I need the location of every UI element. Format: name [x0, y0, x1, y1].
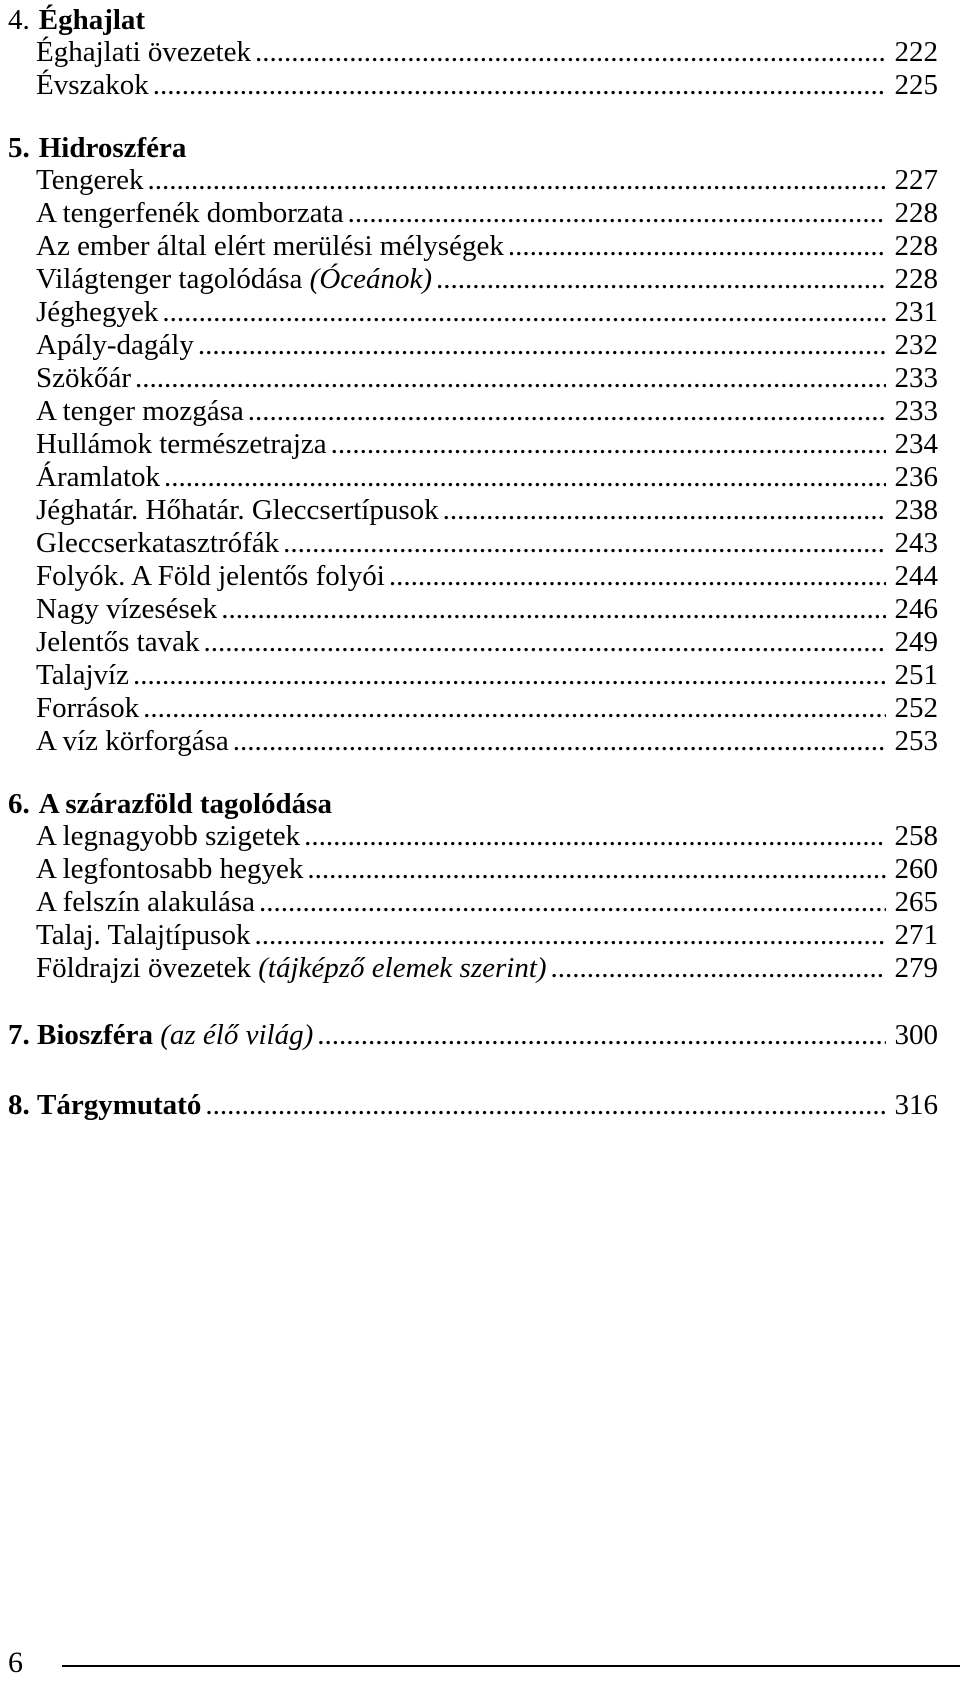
dot-leader: [307, 853, 886, 886]
dot-leader: [317, 1015, 886, 1055]
entry-label: Szökőár: [36, 362, 132, 394]
toc-entry[interactable]: [8, 36, 938, 69]
entry-page: 231: [894, 296, 938, 328]
entry-page: 316: [894, 1089, 938, 1121]
entry-page: 265: [894, 886, 938, 918]
section-note: (az élő világ): [160, 1019, 314, 1051]
entry-label: [36, 952, 547, 985]
entry-page: 228: [894, 230, 938, 262]
dot-leader: [233, 725, 886, 758]
section-title: Bioszféra: [37, 1019, 153, 1051]
entry-label: A felszín alakulása: [36, 886, 256, 918]
entry-label: Tengerek: [36, 164, 144, 196]
toc-entry[interactable]: [8, 494, 938, 527]
entry-page: 243: [894, 527, 938, 559]
section-title: Tárgymutató: [37, 1089, 202, 1121]
entry-page: 233: [894, 362, 938, 394]
footer-rule: [62, 1665, 960, 1667]
dot-leader: [254, 919, 886, 952]
entry-label: Éghajlati övezetek: [36, 36, 251, 68]
entry-page: 279: [894, 952, 938, 984]
entry-page: 300: [894, 1019, 938, 1051]
entry-page: 251: [894, 659, 938, 691]
entry-label: Jelentős tavak: [36, 626, 200, 658]
dot-leader: [162, 296, 886, 329]
entry-label: Talajvíz: [36, 659, 129, 691]
entry-label: [36, 263, 432, 296]
section-number: 8.: [8, 1089, 30, 1121]
entry-label-text: Világtenger tagolódása: [36, 263, 310, 295]
entry-label: Jéghatár. Hőhatár. Gleccsertípusok: [36, 494, 439, 526]
entry-label: A tenger mozgása: [36, 395, 244, 427]
section-number: 6.: [8, 788, 30, 820]
entry-page: 228: [894, 263, 938, 295]
entry-label: [8, 1015, 313, 1055]
toc-entry[interactable]: [8, 263, 938, 296]
section-title: A szárazföld tagolódása: [38, 788, 332, 820]
toc-entry[interactable]: [8, 461, 938, 494]
dot-leader: [304, 820, 886, 853]
toc-entry[interactable]: [8, 560, 938, 593]
toc-entry[interactable]: [8, 725, 938, 758]
toc-entry[interactable]: [8, 362, 938, 395]
dot-leader: [198, 329, 886, 362]
page-number: 6: [8, 1646, 23, 1679]
toc-section: [8, 1085, 938, 1125]
dot-leader: [259, 886, 886, 919]
toc-entry[interactable]: [8, 1085, 938, 1125]
dot-leader: [164, 461, 886, 494]
dot-leader: [147, 164, 886, 197]
entry-label-italic: (tájképző elemek szerint): [258, 952, 547, 984]
entry-label: A legfontosabb hegyek: [36, 853, 304, 885]
dot-leader: [443, 494, 886, 527]
entry-label: Folyók. A Föld jelentős folyói: [36, 560, 385, 592]
entry-page: 234: [894, 428, 938, 460]
entry-label: Hullámok természetrajza: [36, 428, 327, 460]
dot-leader: [205, 1085, 886, 1125]
entry-label: Évszakok: [36, 69, 149, 101]
dot-leader: [143, 692, 886, 725]
entry-page: 227: [894, 164, 938, 196]
section-heading: [8, 788, 938, 820]
dot-leader: [255, 36, 886, 69]
toc-entry[interactable]: [8, 329, 938, 362]
dot-leader: [508, 230, 886, 263]
toc-entry[interactable]: [8, 1015, 938, 1055]
entry-page: 271: [894, 919, 938, 951]
dot-leader: [283, 527, 886, 560]
toc-entry[interactable]: [8, 692, 938, 725]
section-number: 5.: [8, 132, 30, 164]
entry-label: [8, 1085, 201, 1125]
toc-entry[interactable]: [8, 197, 938, 230]
entry-label: Források: [36, 692, 140, 724]
section-title: Éghajlat: [38, 4, 146, 36]
entry-page: 232: [894, 329, 938, 361]
toc-entry[interactable]: [8, 164, 938, 197]
entry-page: 258: [894, 820, 938, 852]
entry-label: A víz körforgása: [36, 725, 229, 757]
entry-page: 249: [894, 626, 938, 658]
entry-label-text: Földrajzi övezetek: [36, 952, 259, 984]
dot-leader: [135, 362, 886, 395]
table-of-contents: [8, 4, 938, 1155]
entry-page: 228: [894, 197, 938, 229]
dot-leader: [153, 69, 886, 102]
dot-leader: [331, 428, 886, 461]
entry-page: 246: [894, 593, 938, 625]
toc-entry[interactable]: [8, 428, 938, 461]
entry-label: Gleccserkatasztrófák: [36, 527, 280, 559]
entry-label: Áramlatok: [36, 461, 161, 493]
dot-leader: [221, 593, 886, 626]
dot-leader: [133, 659, 886, 692]
toc-section: [8, 788, 938, 985]
dot-leader: [203, 626, 886, 659]
dot-leader: [348, 197, 886, 230]
entry-page: 222: [894, 36, 938, 68]
toc-entry[interactable]: [8, 952, 938, 985]
toc-entry[interactable]: [8, 820, 938, 853]
entry-page: 253: [894, 725, 938, 757]
entry-label: Talaj. Talajtípusok: [36, 919, 251, 951]
section-title: Hidroszféra: [38, 132, 187, 164]
toc-entry[interactable]: [8, 659, 938, 692]
entry-page: 225: [894, 69, 938, 101]
entry-page: 244: [894, 560, 938, 592]
entry-label: Jéghegyek: [36, 296, 159, 328]
section-number: 7.: [8, 1019, 30, 1051]
toc-entry[interactable]: [8, 395, 938, 428]
entry-page: 252: [894, 692, 938, 724]
entry-page: 236: [894, 461, 938, 493]
section-number: 4.: [8, 4, 30, 36]
toc-entry[interactable]: [8, 593, 938, 626]
dot-leader: [248, 395, 886, 428]
dot-leader: [389, 560, 886, 593]
dot-leader: [551, 952, 886, 985]
entry-page: 260: [894, 853, 938, 885]
toc-entry[interactable]: [8, 69, 938, 102]
entry-label-italic: (Óceánok): [309, 263, 433, 295]
dot-leader: [436, 263, 886, 296]
entry-label: A tengerfenék domborzata: [36, 197, 344, 229]
entry-label: Az ember által elért merülési mélységek: [36, 230, 504, 262]
section-heading: [8, 4, 938, 36]
section-heading: [8, 132, 938, 164]
entry-page: 233: [894, 395, 938, 427]
toc-entry[interactable]: [8, 886, 938, 919]
entry-page: 238: [894, 494, 938, 526]
toc-entry[interactable]: [8, 296, 938, 329]
toc-entry[interactable]: [8, 230, 938, 263]
toc-entry[interactable]: [8, 527, 938, 560]
entry-label: A legnagyobb szigetek: [36, 820, 301, 852]
toc-entry[interactable]: [8, 853, 938, 886]
toc-entry[interactable]: [8, 626, 938, 659]
entry-label: Apály-dagály: [36, 329, 194, 361]
entry-label: Nagy vízesések: [36, 593, 218, 625]
toc-section: [8, 4, 938, 102]
toc-section: [8, 132, 938, 758]
toc-section: [8, 1015, 938, 1055]
toc-entry[interactable]: [8, 919, 938, 952]
